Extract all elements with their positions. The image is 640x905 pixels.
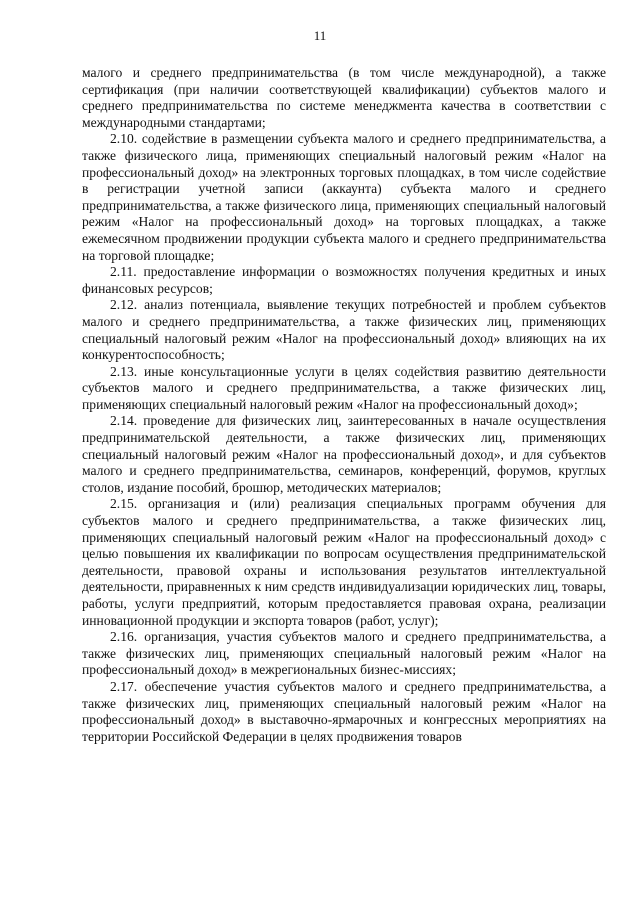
- paragraph-2-11: 2.11. предоставление информации о возможностях получения кредитных и иных финансовых ресурсов;: [82, 264, 606, 296]
- paragraph-2-16: 2.16. организация, участия субъектов малого и среднего предпринимательства, а также физических лиц, применяющих специальный налоговый режим «Налог на профессиональный доход» в межрегиональных бизнес-миссиях;: [82, 629, 606, 678]
- paragraph-2-17: 2.17. обеспечение участия субъектов малого и среднего предпринимательства, а также физических лиц, применяющих специальный налоговый режим «Налог на профессиональный доход» в выставочно-ярмарочных и конгрессных мероприятиях на территории Российской Федерации в целях продвижения товаров: [82, 678, 606, 744]
- paragraph-2-15: 2.15. организация и (или) реализация специальных программ обучения для субъектов малого и среднего предпринимательства, а также физических лиц, применяющих специальный налоговый режим «Налог на профессиональный доход» с целью повышения их квалификации по вопросам осуществления предпринимательской деятельности, правовой охраны и использования результатов интеллектуальной деятельности, приравненных к ним средств индивидуализации юридических лиц, товары, работы, услуги предприятий, которым предоставляется правовая охрана, реализации инновационной продукции и экспорта товаров (работ, услуг);: [82, 496, 606, 628]
- paragraph-continuation: малого и среднего предпринимательства (в том числе международной), а также сертификация (при наличии соответствующей квалификации) субъектов малого и среднего предпринимательства по системе менеджмента качества в соответствии с международными стандартами;: [82, 65, 606, 130]
- paragraph-2-14: 2.14. проведение для физических лиц, заинтересованных в начале осуществления предпринимательской деятельности, а также физических лиц, применяющих специальный налоговый режим «Налог на профессиональный доход», и для субъектов малого и среднего предпринимательства, семинаров, конференций, форумов, круглых столов, издание пособий, брошюр, методических материалов;: [82, 413, 606, 495]
- page-number: 11: [313, 28, 327, 43]
- paragraph-2-10: 2.10. содействие в размещении субъекта малого и среднего предпринимательства, а также физического лица, применяющих специальный налоговый режим «Налог на профессиональный доход» на электронных торговых площадках, в том числе содействие в регистрации учетной записи (аккаунта) субъекта малого и среднего предпринимательства, а также физического лица, применяющих специальный налоговый режим «Налог на профессиональный доход» на торговых площадках, а также ежемесячном продвижении продукции субъекта малого и среднего предпринимательства на торговой площадке;: [82, 131, 606, 263]
- paragraph-2-12: 2.12. анализ потенциала, выявление текущих потребностей и проблем субъектов малого и среднего предпринимательства, а также физических лиц, применяющих специальный налоговый режим «Налог на профессиональный доход» влияющих на их конкурентоспособность;: [82, 297, 606, 363]
- paragraph-2-13: 2.13. иные консультационные услуги в целях содействия развитию деятельности субъектов малого и среднего предпринимательства, а также физических лиц, применяющих специальный налоговый режим «Налог на профессиональный доход»;: [82, 363, 606, 412]
- document-body: [82, 65, 606, 745]
